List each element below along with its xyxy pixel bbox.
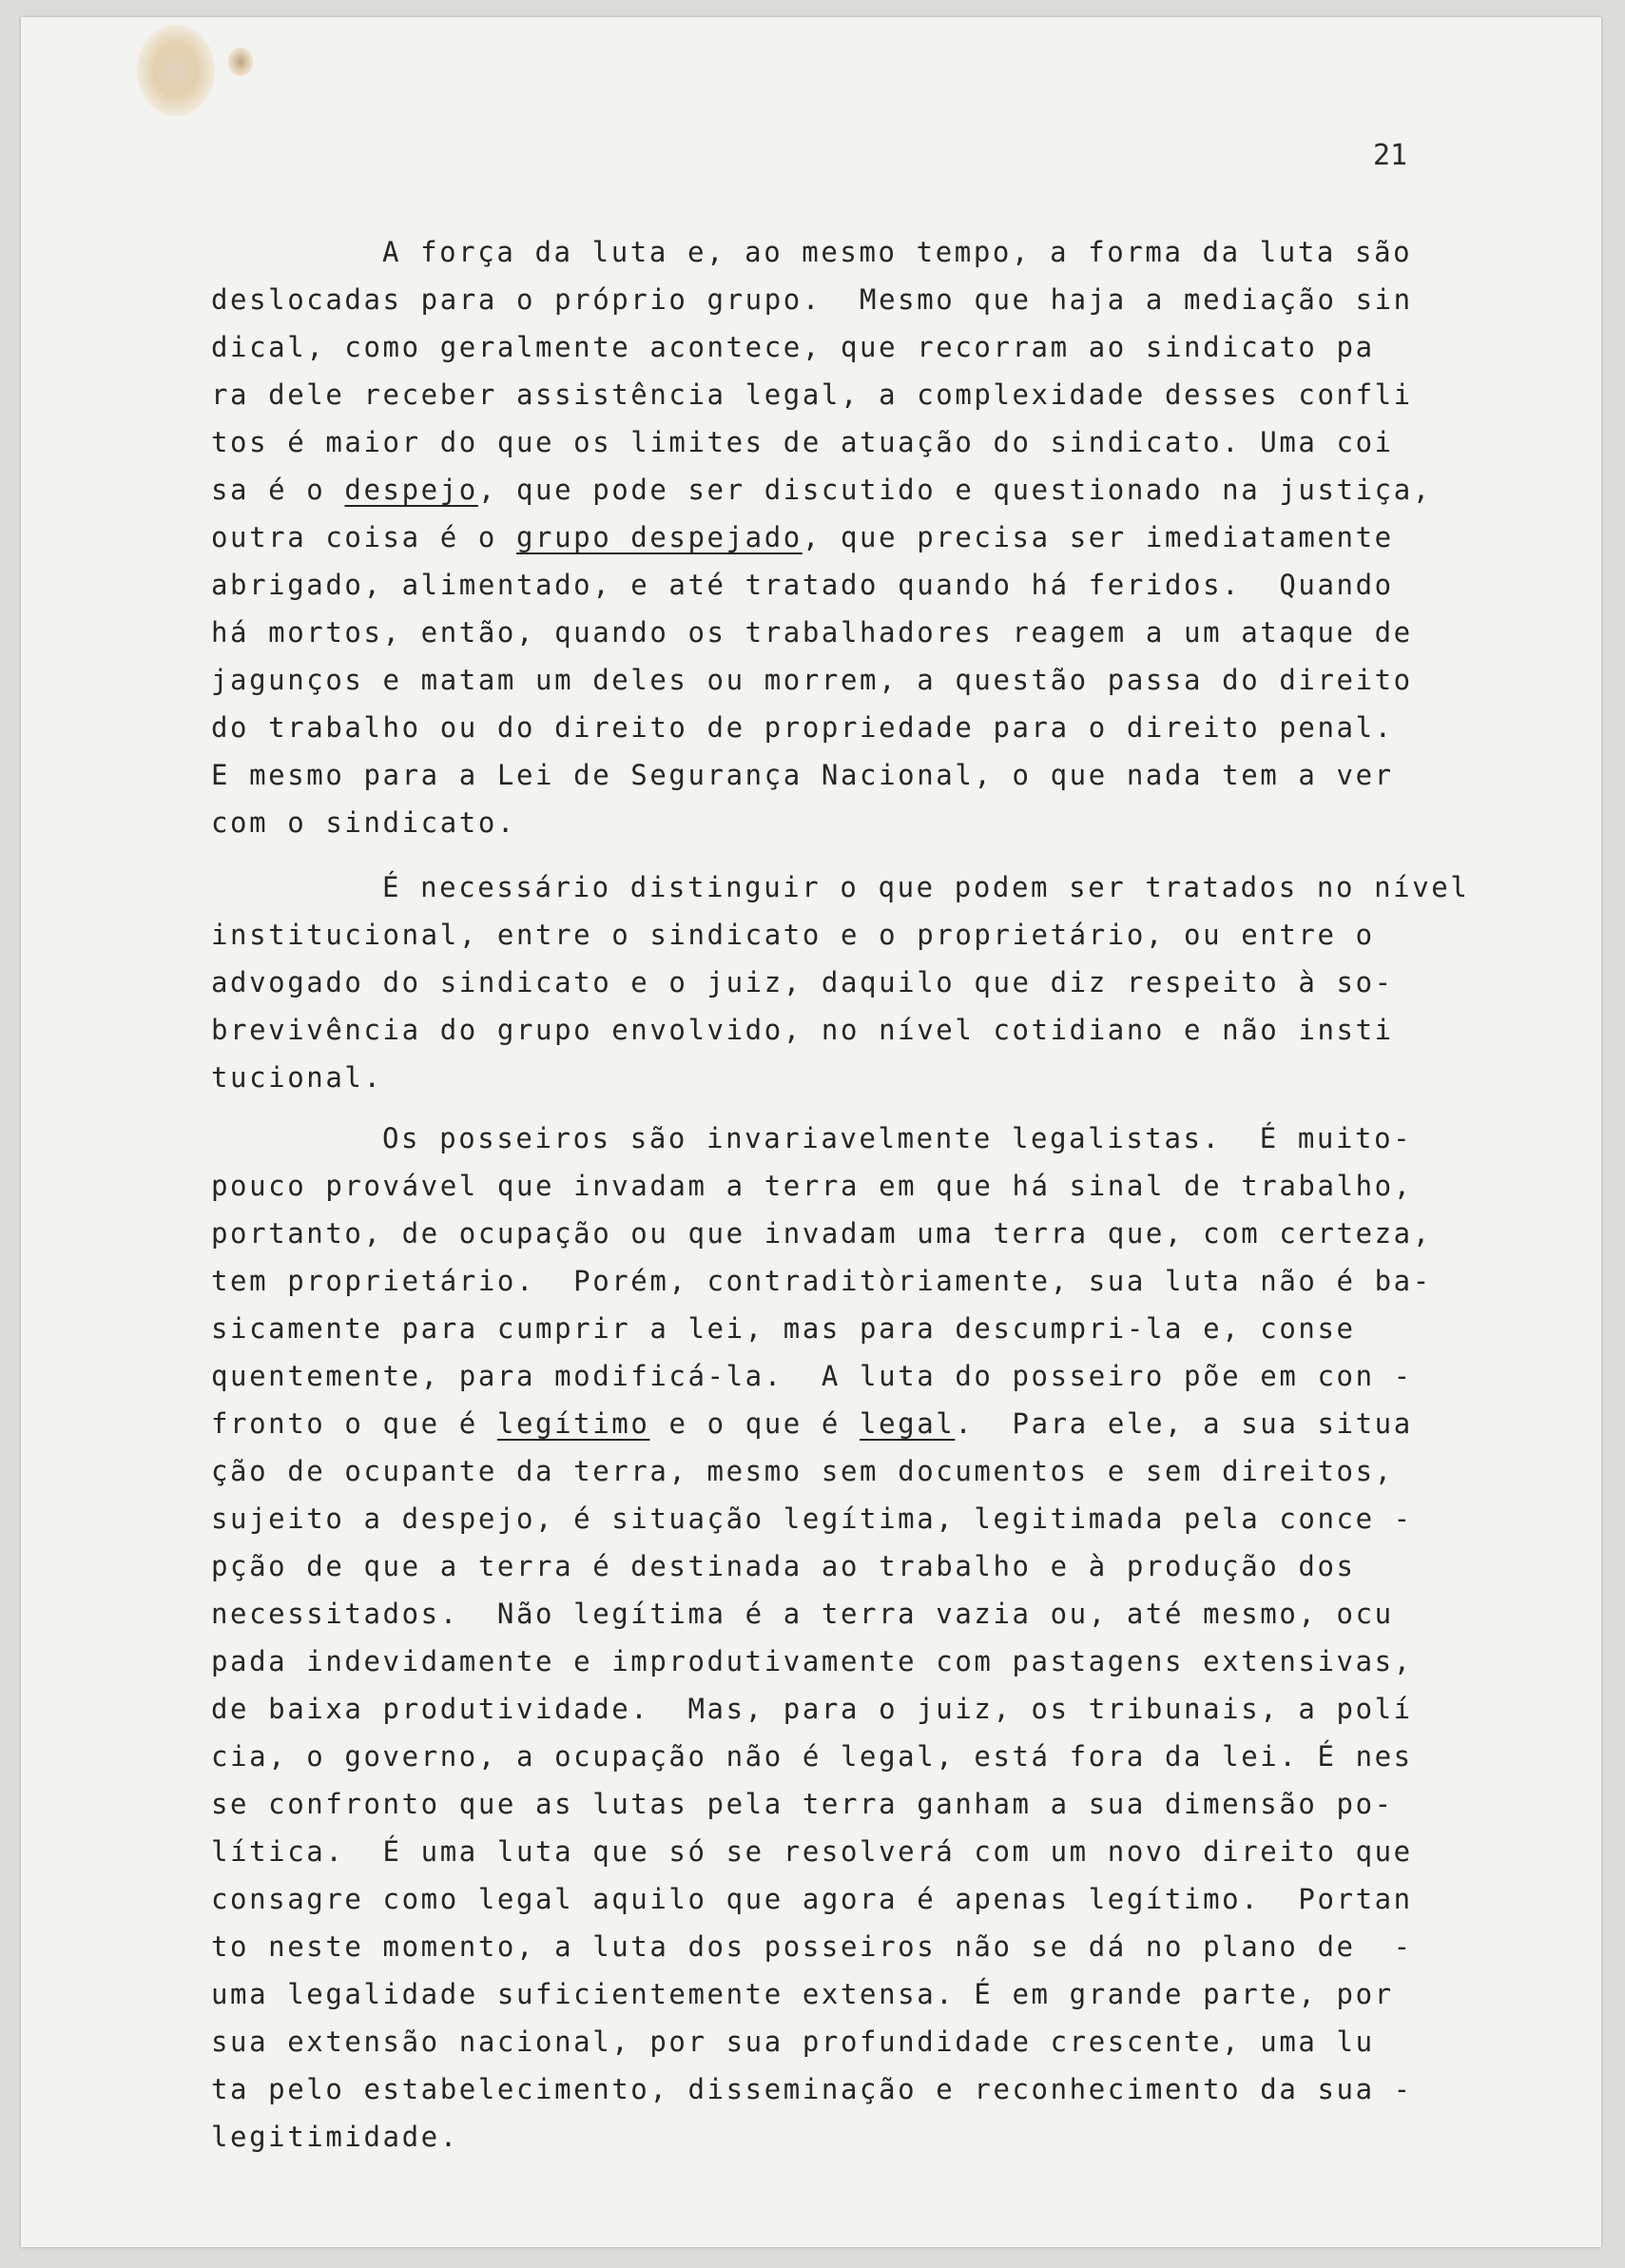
rust-spot	[228, 48, 253, 76]
text-line	[211, 1115, 1466, 1162]
text-run: to neste momento, a luta dos posseiros não se dá no plano de -	[211, 1930, 1413, 1963]
text-run: ta pelo estabelecimento, disseminação e reconhecimento da sua -	[211, 2073, 1413, 2105]
text-run: consagre como legal aquilo que agora é apenas legítimo. Portan	[211, 1883, 1413, 1915]
text-line	[211, 1828, 1466, 1875]
text-run: legitimidade.	[211, 2121, 459, 2153]
paragraph	[211, 863, 1470, 1101]
text-run: institucional, entre o sindicato e o proprietário, ou entre o	[211, 919, 1375, 951]
text-line	[211, 863, 1470, 911]
text-run: sujeito a despejo, é situação legítima, legitimada pela conce -	[211, 1502, 1413, 1535]
text-line	[211, 418, 1466, 466]
text-line	[211, 1447, 1466, 1495]
text-run: ção de ocupante da terra, mesmo sem documentos e sem direitos,	[211, 1455, 1394, 1487]
text-line	[211, 1733, 1466, 1780]
text-run: quentemente, para modificá-la. A luta do posseiro põe em con -	[211, 1360, 1413, 1392]
text-run: deslocadas para o próprio grupo. Mesmo que haja a mediação sin	[211, 283, 1413, 316]
text-line	[211, 1400, 1466, 1447]
text-run: brevivência do grupo envolvido, no nível cotidiano e não insti	[211, 1014, 1394, 1046]
text-line	[211, 2113, 1466, 2161]
text-line	[211, 1590, 1466, 1638]
text-line	[211, 1006, 1466, 1054]
text-run: há mortos, então, quando os trabalhadores reagem a um ataque de	[211, 616, 1413, 649]
text-line	[211, 228, 1466, 276]
text-run: lítica. É uma luta que só se resolverá com um novo direito que	[211, 1835, 1413, 1868]
text-run: portanto, de ocupação ou que invadam uma terra que, com certeza,	[211, 1217, 1432, 1250]
text-line	[211, 1210, 1466, 1257]
body-text	[211, 228, 1470, 2161]
text-line	[211, 959, 1466, 1006]
text-run: pção de que a terra é destinada ao trabalho e à produção dos	[211, 1550, 1356, 1582]
text-run: do trabalho ou do direito de propriedade para o direito penal.	[211, 711, 1394, 744]
text-run: sicamente para cumprir a lei, mas para descumpri-la e, conse	[211, 1312, 1356, 1345]
text-run: . Para ele, a sua situa	[955, 1407, 1413, 1440]
text-run: , que precisa ser imediatamente	[802, 521, 1394, 553]
text-run: Os posseiros são invariavelmente legalistas. É muito-	[382, 1122, 1413, 1154]
text-run: tem proprietário. Porém, contraditòriamente, sua luta não é ba-	[211, 1265, 1432, 1297]
text-run: tucional.	[211, 1061, 383, 1094]
text-run: sa é o	[211, 474, 345, 506]
paragraph	[211, 1115, 1466, 2161]
text-line	[211, 514, 1466, 561]
text-line	[211, 656, 1466, 704]
text-run: abrigado, alimentado, e até tratado quando há feridos. Quando	[211, 569, 1394, 601]
text-line	[211, 1162, 1466, 1210]
text-line	[211, 1257, 1466, 1305]
text-line	[211, 1780, 1466, 1828]
text-line	[211, 1685, 1466, 1733]
text-run: fronto o que é	[211, 1407, 497, 1440]
text-line	[211, 799, 1466, 846]
text-run: A força da luta e, ao mesmo tempo, a forma da luta são	[382, 236, 1413, 268]
page-number: 21	[1373, 139, 1408, 172]
document-page	[21, 17, 1601, 2247]
text-line	[211, 704, 1466, 751]
text-run: se confronto que as lutas pela terra ganham a sua dimensão po-	[211, 1788, 1394, 1820]
text-line	[211, 276, 1466, 323]
text-run: necessitados. Não legítima é a terra vazia ou, até mesmo, ocu	[211, 1598, 1394, 1630]
underlined-term: legal	[860, 1407, 956, 1440]
text-line	[211, 371, 1466, 418]
text-run: outra coisa é o	[211, 521, 516, 553]
text-run: ra dele receber assistência legal, a complexidade desses confli	[211, 378, 1413, 411]
text-run: E mesmo para a Lei de Segurança Nacional, o que nada tem a ver	[211, 759, 1394, 791]
text-line	[211, 1495, 1466, 1542]
coffee-stain	[137, 25, 215, 116]
text-line	[211, 323, 1466, 371]
text-line	[211, 609, 1466, 656]
underlined-term: legítimo	[496, 1407, 650, 1440]
text-line	[211, 1352, 1466, 1400]
text-run: advogado do sindicato e o juiz, daquilo que diz respeito à so-	[211, 966, 1394, 998]
text-run: tos é maior do que os limites de atuação do sindicato. Uma coi	[211, 426, 1394, 458]
text-line	[211, 1638, 1466, 1685]
text-line	[211, 1875, 1466, 1923]
text-run: cia, o governo, a ocupação não é legal, está fora da lei. É nes	[211, 1740, 1413, 1773]
text-line	[211, 1054, 1466, 1101]
text-line	[211, 2018, 1466, 2065]
text-run: com o sindicato.	[211, 806, 516, 839]
text-line	[211, 1542, 1466, 1590]
text-line	[211, 1970, 1466, 2018]
text-run: e o que é	[649, 1407, 861, 1440]
text-run: É necessário distinguir o que podem ser tratados no nível	[382, 871, 1470, 903]
paragraph	[211, 228, 1466, 846]
text-run: uma legalidade suficientemente extensa. É em grande parte, por	[211, 1978, 1394, 2010]
text-line	[211, 1305, 1466, 1352]
text-line	[211, 561, 1466, 609]
text-line	[211, 466, 1466, 514]
text-line	[211, 911, 1466, 959]
text-line	[211, 751, 1466, 799]
text-run: pouco provável que invadam a terra em que há sinal de trabalho,	[211, 1170, 1413, 1202]
underlined-term: despejo	[344, 474, 478, 506]
text-run: de baixa produtividade. Mas, para o juiz, os tribunais, a polí	[211, 1693, 1413, 1725]
text-run: dical, como geralmente acontece, que recorram ao sindicato pa	[211, 331, 1375, 363]
text-run: sua extensão nacional, por sua profundidade crescente, uma lu	[211, 2026, 1375, 2058]
text-line	[211, 2065, 1466, 2113]
text-run: , que pode ser discutido e questionado na justiça,	[477, 474, 1432, 506]
text-line	[211, 1923, 1466, 1970]
text-run: pada indevidamente e improdutivamente com pastagens extensivas,	[211, 1645, 1413, 1677]
underlined-term: grupo despejado	[515, 521, 803, 553]
text-run: jagunços e matam um deles ou morrem, a questão passa do direito	[211, 664, 1413, 696]
